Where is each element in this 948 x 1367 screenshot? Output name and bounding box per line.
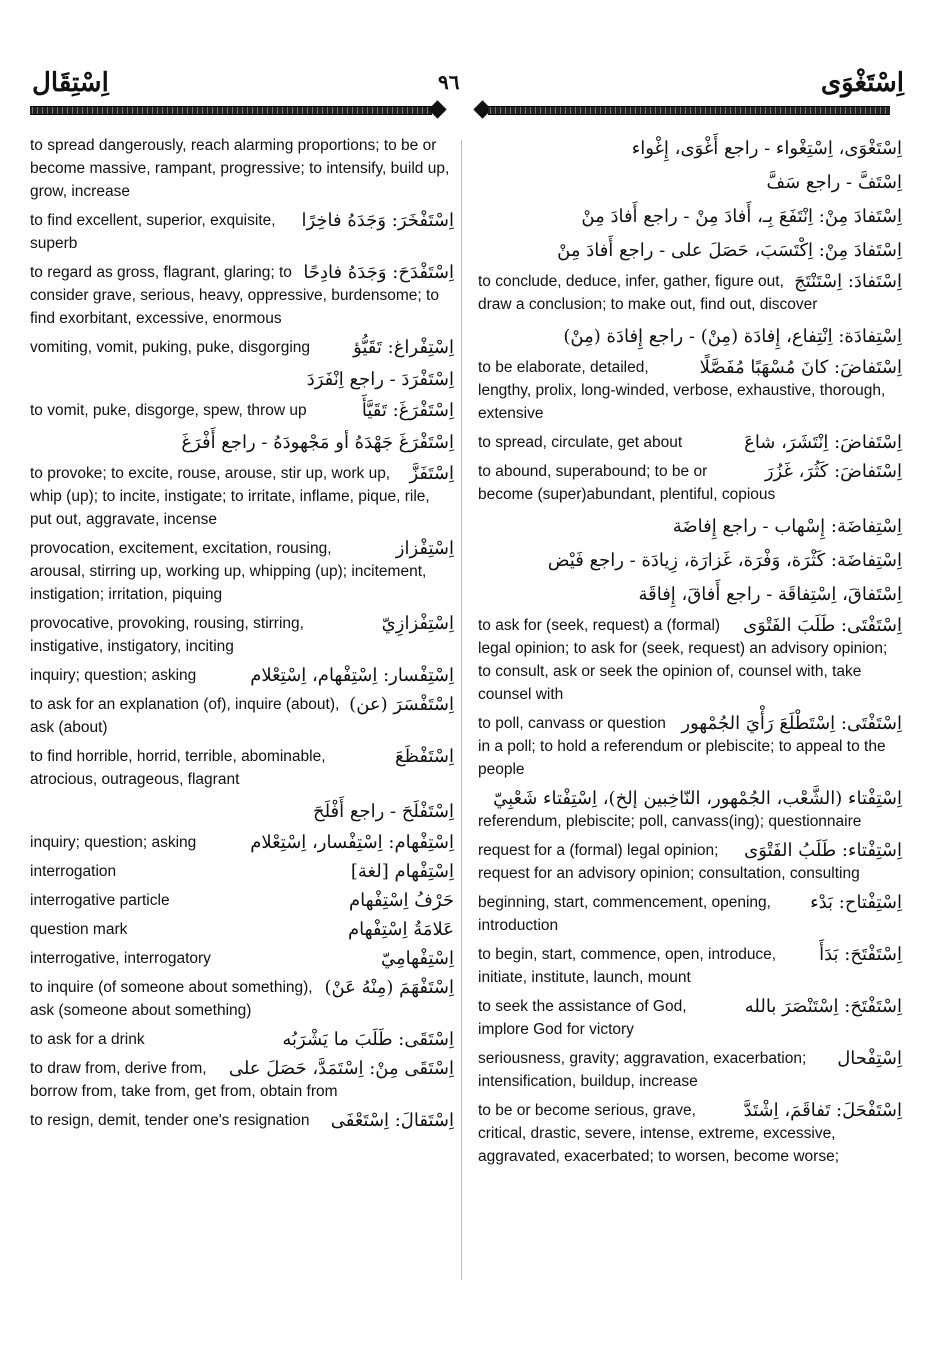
arabic-headword: اِسْتَفْخَرَ: وَجَدَهُ فاخِرًا <box>301 210 454 231</box>
dictionary-entry <box>30 889 454 912</box>
english-definition: interrogative, interrogatory <box>30 950 211 967</box>
arabic-headword: اِسْتَفْتَحَ: اِسْتَنْصَرَ بالله <box>744 996 902 1017</box>
english-definition: to ask for a drink <box>30 1031 145 1048</box>
english-definition: interrogative particle <box>30 892 170 909</box>
english-definition: to provoke; to excite, rouse, arouse, stir up, work up, whip (up); to incite, instigate; to irritate, inflame, pique, rile, put out, aggravate, incense <box>30 465 430 528</box>
arabic-headword: اِسْتَفْحَلَ: تَفاقَمَ، اِشْتَدَّ <box>743 1100 902 1121</box>
english-definition: to poll, canvass or question in a poll; to hold a referendum or plebiscite; to appeal to the people <box>478 715 886 778</box>
english-definition: to vomit, puke, disgorge, spew, throw up <box>30 402 307 419</box>
dictionary-entry <box>478 322 902 352</box>
dictionary-entry <box>30 462 454 531</box>
english-definition: referendum, plebiscite; poll, canvass(ing); questionnaire <box>478 813 862 830</box>
arabic-headword: اِسْتَفْتَحَ: بَدَأَ <box>819 944 902 965</box>
dictionary-entry <box>30 134 454 203</box>
arabic-headword: اِسْتَقَى مِنْ: اِسْتَمَدَّ، حَصَلَ على <box>228 1058 454 1079</box>
english-definition: to find excellent, superior, exquisite, superb <box>30 212 276 252</box>
left-column <box>30 134 454 1138</box>
dictionary-entry <box>478 202 902 232</box>
english-definition: to spread, circulate, get about <box>478 434 683 451</box>
english-definition: provocative, provoking, rousing, stirring, instigative, instigatory, inciting <box>30 615 304 655</box>
dictionary-entry <box>478 943 902 989</box>
dictionary-entry <box>30 976 454 1022</box>
arabic-headword: اِسْتَفاضَ: كانَ مُسْهَبًا مُفَصَّلًا <box>699 357 902 378</box>
dictionary-entry <box>478 168 902 198</box>
english-definition: to draw from, derive from, borrow from, take from, get from, obtain from <box>30 1060 338 1100</box>
dictionary-entry <box>478 787 902 833</box>
dictionary-entry <box>30 537 454 606</box>
dictionary-entry <box>478 839 902 885</box>
arabic-headword: اِسْتِفْزازِيّ <box>381 613 454 634</box>
english-definition: to resign, demit, tender one's resignation <box>30 1112 310 1129</box>
header-rule-right <box>488 106 890 115</box>
arabic-headword: اِسْتَفَّ - راجع سَفَّ <box>766 172 902 193</box>
arabic-headword: اِسْتِفاضَة: كَثْرَة، وَفْرَة، غَزارَة، زِيادَة - راجع فَيْض <box>547 550 902 571</box>
arabic-headword: اِسْتَغْوَى، اِسْتِغْواء - راجع أَغْوَى، إِغْواء <box>631 138 902 159</box>
dictionary-entry <box>478 431 902 454</box>
arabic-headword: اِسْتِفْتاء: طَلَبُ الفَتْوَى <box>744 840 902 861</box>
english-definition: vomiting, vomit, puking, puke, disgorging <box>30 339 311 356</box>
arabic-headword: اِسْتَفْسَرَ (عن) <box>349 694 454 715</box>
dictionary-entry <box>30 797 454 827</box>
english-definition: to conclude, deduce, infer, gather, figure out, draw a conclusion; to make out, find out, discover <box>478 273 818 313</box>
english-definition: beginning, start, commencement, opening, introduction <box>478 894 771 934</box>
english-definition: to seek the assistance of God, implore God for victory <box>478 998 687 1038</box>
arabic-headword: اِسْتَفاضَ: كَثُرَ، غَزُرَ <box>764 461 902 482</box>
arabic-headword: اِسْتَقَى: طَلَبَ ما يَشْرَبُه <box>282 1029 454 1050</box>
arabic-headword: اِسْتَفَزَّ <box>409 463 454 484</box>
arabic-headword: اِسْتَفادَ: اِسْتَنْتَجَ <box>794 271 902 292</box>
arabic-headword: حَرْفُ اِسْتِفْهام <box>349 890 454 911</box>
arabic-headword: اِسْتِفْتاء (الشَّعْب، الجُمْهور، النّاخِبين إلخ)، اِسْتِفْتاء شَعْبِيّ <box>493 788 902 809</box>
arabic-headword: اِسْتِفْهامِيّ <box>380 948 454 969</box>
dictionary-entry <box>478 236 902 266</box>
arabic-headword: اِسْتَفْتَى: اِسْتَطْلَعَ رَأْيَ الجُمْهور <box>681 713 902 734</box>
dictionary-entry <box>30 918 454 941</box>
dictionary-entry <box>30 365 454 395</box>
english-definition: inquiry; question; asking <box>30 834 197 851</box>
dictionary-entry <box>478 580 902 610</box>
arabic-headword: اِسْتِفْحال <box>837 1048 902 1069</box>
arabic-headword: اِسْتِفْزاز <box>395 538 454 559</box>
english-definition: to be elaborate, detailed, lengthy, prolix, long-winded, verbose, exhaustive, thorough, extensive <box>478 359 886 422</box>
english-definition: to regard as gross, flagrant, glaring; to consider grave, serious, heavy, oppressive, burdensome; to find exorbitant, excessive, enormous <box>30 264 439 327</box>
arabic-headword: اِسْتَفادَ مِنْ: اِنْتَفَعَ بِـ، أَفادَ مِنْ - راجع أَفادَ مِنْ <box>581 206 902 227</box>
english-definition: seriousness, gravity; aggravation, exacerbation; intensification, buildup, increase <box>478 1050 807 1090</box>
english-definition: to ask for an explanation (of), inquire (about), ask (about) <box>30 696 340 736</box>
english-definition: to be or become serious, grave, critical, drastic, severe, intense, extreme, excessive, aggravated, exacerbated; to worsen, become worse; <box>478 1102 840 1165</box>
arabic-headword: اِسْتَفْلَحَ - راجع أَفْلَحَ <box>312 801 454 822</box>
dictionary-entry <box>478 712 902 781</box>
arabic-headword: اِسْتَفْرَدَ - راجع اِنْفَرَدَ <box>306 369 454 390</box>
dictionary-entry <box>30 745 454 791</box>
arabic-headword: اِسْتَفادَ مِنْ: اِكْتَسَبَ، حَصَلَ على - راجع أَفادَ مِنْ <box>557 240 902 261</box>
dictionary-entry <box>30 261 454 330</box>
dictionary-entry <box>478 995 902 1041</box>
arabic-headword: اِسْتَفْهَمَ (مِنْهُ عَنْ) <box>324 977 454 998</box>
arabic-headword: عَلامَةُ اِسْتِفْهام <box>347 919 454 940</box>
dictionary-entry <box>478 1047 902 1093</box>
left-running-headword: اِسْتِقَال <box>32 68 109 98</box>
dictionary-entry <box>30 612 454 658</box>
dictionary-entry <box>30 209 454 255</box>
dictionary-entry <box>478 546 902 576</box>
dictionary-entry <box>30 664 454 687</box>
column-divider <box>461 140 462 1280</box>
english-definition: question mark <box>30 921 128 938</box>
right-column <box>478 134 902 1174</box>
arabic-headword: اِسْتِفْتاح: بَدْء <box>810 892 902 913</box>
dictionary-entry <box>30 947 454 970</box>
english-definition: to find horrible, horrid, terrible, abominable, atrocious, outrageous, flagrant <box>30 748 326 788</box>
arabic-headword: اِسْتِفْسار: اِسْتِفْهام، اِسْتِعْلام <box>250 665 454 686</box>
english-definition: to begin, start, commence, open, introduce, initiate, institute, launch, mount <box>478 946 777 986</box>
dictionary-entry <box>30 336 454 359</box>
arabic-headword: اِسْتَفاضَ: اِنْتَشَرَ، شاعَ <box>744 432 902 453</box>
dictionary-entry <box>30 831 454 854</box>
arabic-headword: اِسْتِفْراغ: تَقَيُّؤ <box>353 337 454 358</box>
arabic-headword: اِسْتَقالَ: اِسْتَعْفَى <box>330 1110 454 1131</box>
arabic-headword: اِسْتَفْظَعَ <box>395 746 454 767</box>
arabic-headword: اِسْتِفْهام: اِسْتِفْسار، اِسْتِعْلام <box>250 832 454 853</box>
english-definition: to spread dangerously, reach alarming proportions; to be or become massive, rampant, progressive; to intensify, build up, grow, increase <box>30 137 450 200</box>
dictionary-entry <box>478 134 902 164</box>
arabic-headword: اِسْتَفْتَى: طَلَبَ الفَتْوَى <box>743 615 902 636</box>
arabic-headword: اِسْتَفْدَحَ: وَجَدَهُ فادِحًا <box>303 262 454 283</box>
arabic-headword: اِسْتَفْرَغَ جَهْدَهُ أو مَجْهودَهُ - راجع أَفْرَغَ <box>181 432 454 453</box>
arabic-headword: اِسْتِفاضَة: إِسْهاب - راجع إِفاضَة <box>672 516 902 537</box>
dictionary-entry <box>478 614 902 706</box>
dictionary-entry <box>30 860 454 883</box>
english-definition: interrogation <box>30 863 117 880</box>
dictionary-entry <box>478 460 902 506</box>
dictionary-entry <box>30 1109 454 1132</box>
dictionary-entry <box>478 356 902 425</box>
page-number: ٩٦ <box>438 70 460 94</box>
dictionary-entry <box>478 512 902 542</box>
dictionary-entry <box>478 1099 902 1168</box>
page-header <box>28 64 908 104</box>
right-running-headword: اِسْتَغْوَى <box>820 68 904 98</box>
dictionary-entry <box>478 270 902 316</box>
arabic-headword: اِسْتِفْهام [لغة] <box>350 861 454 882</box>
english-definition: provocation, excitement, excitation, rousing, arousal, stirring up, working up, whipping (up); incitement, instigation; irritation, piquing <box>30 540 427 603</box>
english-definition: request for a (formal) legal opinion; request for an advisory opinion; consultation, consulting <box>478 842 860 882</box>
arabic-headword: اِسْتَفْرَغَ: تَقَيَّأَ <box>361 400 454 421</box>
dictionary-entry <box>30 1028 454 1051</box>
english-definition: to abound, superabound; to be or become (super)abundant, plentiful, copious <box>478 463 776 503</box>
english-definition: to inquire (of someone about something), ask (someone about something) <box>30 979 313 1019</box>
arabic-headword: اِسْتِفادَة: اِنْتِفاع، إِفادَة (مِنْ) - راجع إِفادَة (مِنْ) <box>563 326 902 347</box>
header-rule-left <box>30 106 432 115</box>
dictionary-entry <box>30 693 454 739</box>
arabic-headword: اِسْتَفاقَ، اِسْتِفاقَة - راجع أَفاقَ، إِفاقَة <box>638 584 902 605</box>
dictionary-entry <box>478 891 902 937</box>
dictionary-entry <box>30 399 454 422</box>
english-definition: to ask for (seek, request) a (formal) legal opinion; to ask for (seek, request) an advisory opinion; to consult, ask or seek the opinion of, counsel with, take counsel with <box>478 617 888 703</box>
dictionary-entry <box>30 1057 454 1103</box>
dictionary-entry <box>30 428 454 458</box>
english-definition: inquiry; question; asking <box>30 667 197 684</box>
